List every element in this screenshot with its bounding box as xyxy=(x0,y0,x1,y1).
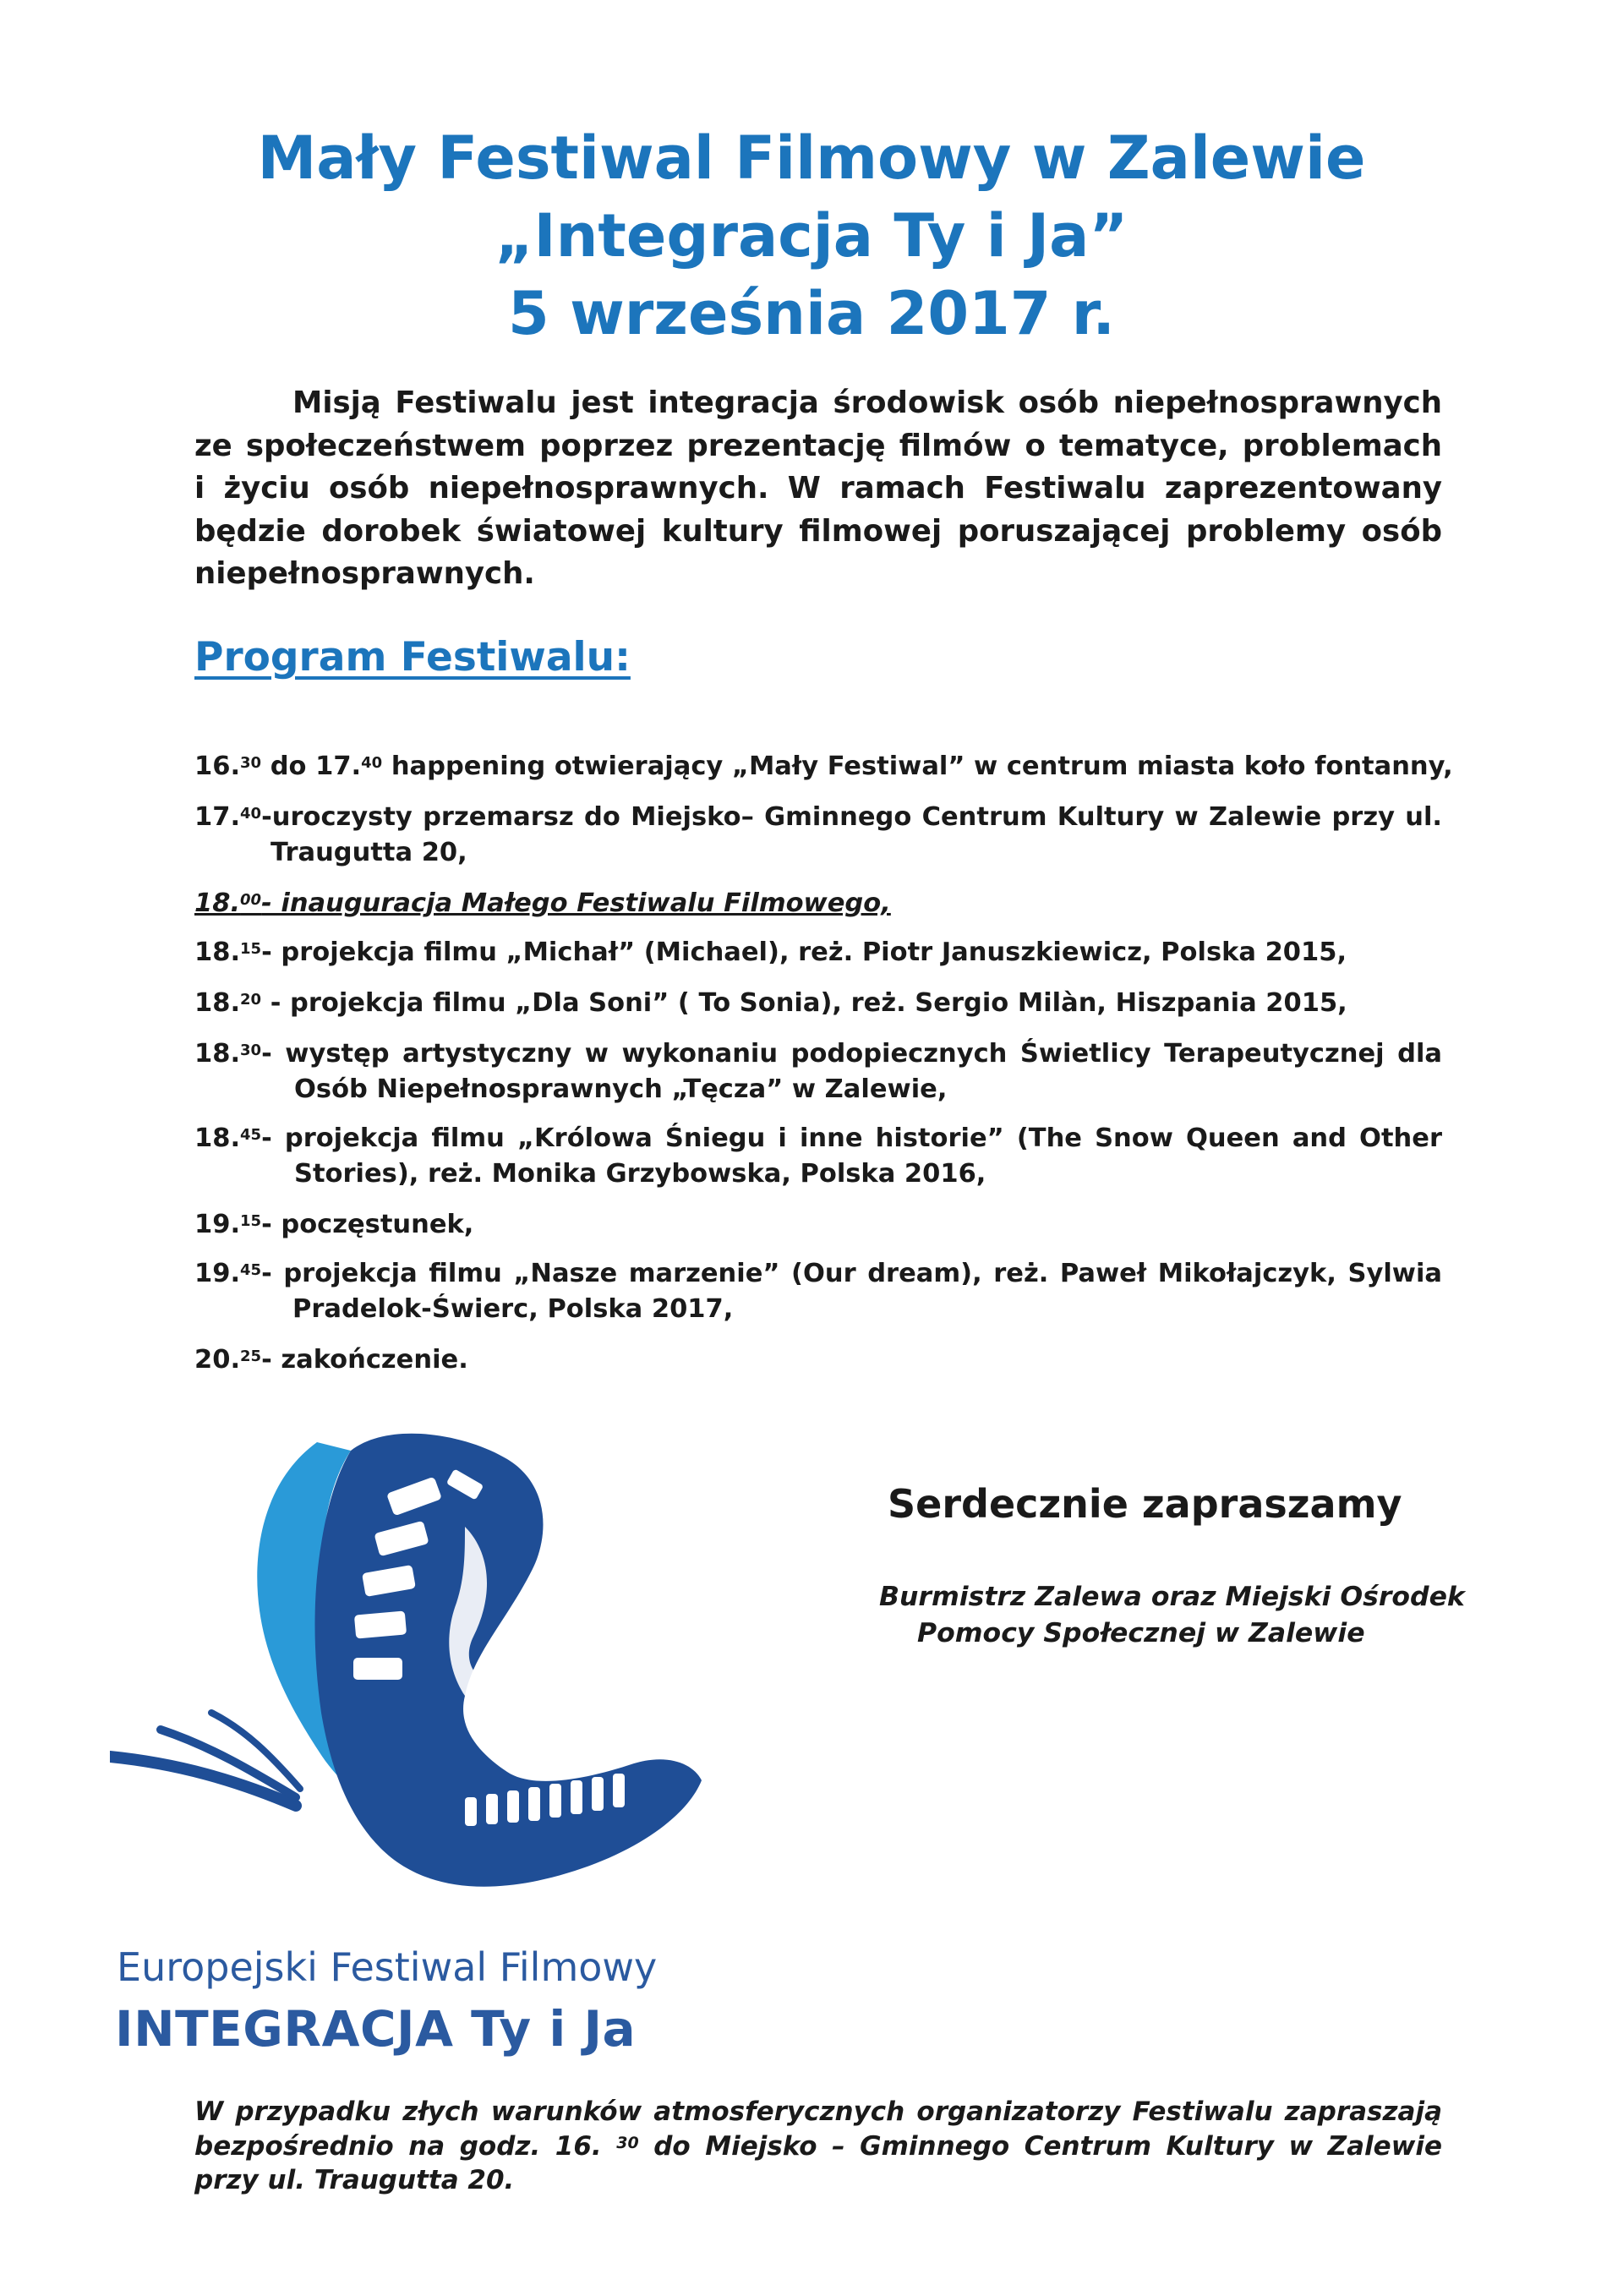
logo-text-line1: Europejski Festiwal Filmowy xyxy=(117,1944,658,1990)
program-heading: Program Festiwalu: xyxy=(194,634,631,681)
program-item: 19.45- projekcja filmu „Nasze marzenie” (Our dream), reż. Paweł Mikołajczyk, Sylwia Pradelok-Świerc, Polska 2017, xyxy=(194,1259,1442,1324)
invitation-signature: Burmistrz Zalewa oraz Miejski Ośrodek Pomocy Społecznej w Zalewie xyxy=(879,1582,1465,1648)
program-item: 20.25- zakończenie. xyxy=(194,1345,468,1375)
program-item: 18.15- projekcja filmu „Michał” (Michael), reż. Piotr Januszkiewicz, Polska 2015, xyxy=(194,938,1347,967)
mission-line: i życiu osób niepełnosprawnych. W ramach Festiwalu zaprezentowany xyxy=(194,471,1442,506)
mission-line: niepełnosprawnych. xyxy=(194,556,535,591)
mission-line: ze społeczeństwem poprzez prezentację filmów o tematyce, problemach xyxy=(194,428,1442,463)
program-item: 18.45- projekcja filmu „Królowa Śniegu i inne historie” (The Snow Queen and Other Stories), reż. Monika Grzybowska, Polska 2016, xyxy=(194,1123,1442,1189)
program-item: 18.30- występ artystyczny w wykonaniu podopiecznych Świetlicy Terapeutycznej dla Osób Niepełnosprawnych „Tęcza” w Zalewie, xyxy=(194,1039,1442,1104)
program-item: 16.30 do 17.40 happening otwierający „Mały Festiwal” w centrum miasta koło fontanny, xyxy=(194,752,1453,781)
program-item: 19.15- poczęstunek, xyxy=(194,1210,474,1239)
mission-line: Misją Festiwalu jest integracja środowisk osób niepełnosprawnych xyxy=(292,385,1442,420)
mission-paragraph xyxy=(194,382,1442,596)
page-title-line3: 5 września 2017 r. xyxy=(508,279,1115,348)
logo-text-line2: INTEGRACJA Ty i Ja xyxy=(115,2000,637,2058)
weather-note: W przypadku złych warunków atmosferycznych organizatorzy Festiwalu zapraszają bezpośrednio na godz. 16. $^{30}$ do Miejsko – Gminnego Centrum Kultury w Zalewie przy ul. Traugutta 20. xyxy=(194,2096,1442,2195)
page-title-line1: Mały Festiwal Filmowy w Zalewie xyxy=(257,123,1366,193)
program-item: 17.40-uroczysty przemarsz do Miejsko– Gminnego Centrum Kultury w Zalewie przy ul. Traugutta 20, xyxy=(194,802,1442,867)
program-item: 18.20 - projekcja filmu „Dla Soni” ( To Sonia), reż. Sergio Milàn, Hiszpania 2015, xyxy=(194,988,1347,1018)
invitation-heading: Serdecznie zapraszamy xyxy=(888,1481,1402,1527)
butterfly-logo-icon xyxy=(110,1425,761,1899)
program-item: 18.00- inauguracja Małego Festiwalu Filmowego, xyxy=(194,888,891,918)
mission-line: będzie dorobek światowej kultury filmowej poruszającej problemy osób xyxy=(194,513,1442,549)
page-title-line2: „Integracja Ty i Ja” xyxy=(495,201,1128,271)
